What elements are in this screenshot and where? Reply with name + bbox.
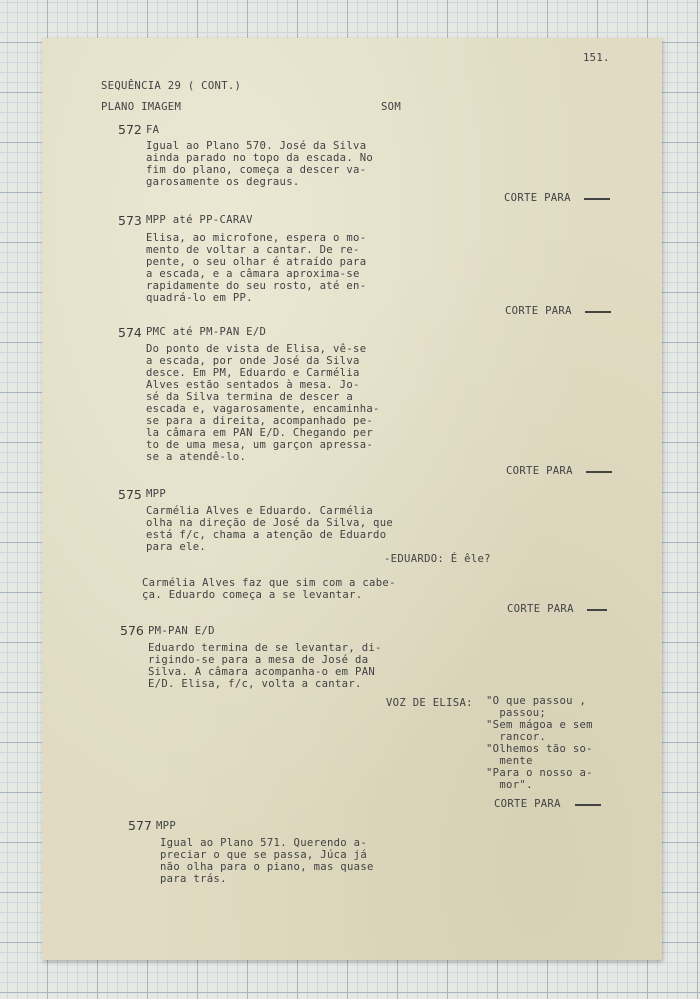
shot-line: ça. Eduardo começa a se levantar. bbox=[142, 589, 363, 601]
shot-line: Eduardo termina de se levantar, di- bbox=[148, 642, 382, 654]
lyric-line: mente bbox=[486, 755, 533, 767]
shot-type: MPP bbox=[146, 488, 167, 500]
sequence-heading: SEQUÊNCIA 29 ( CONT.) bbox=[101, 80, 242, 92]
shot-number: 572 bbox=[118, 122, 142, 137]
shot-number: 576 bbox=[120, 623, 144, 638]
shot-line: to de uma mesa, um garçon apressa- bbox=[146, 439, 374, 451]
shot-line: Do ponto de vista de Elisa, vê-se bbox=[146, 343, 367, 355]
shot-line: preciar o que se passa, Júca já bbox=[160, 849, 368, 861]
shot-line: a escada, e a câmara aproxima-se bbox=[146, 268, 360, 280]
column-header-som: SOM bbox=[381, 101, 402, 113]
shot-line: fim do plano, começa a descer va- bbox=[146, 164, 367, 176]
transition-arrow bbox=[575, 804, 601, 806]
shot-type: MPP bbox=[156, 820, 177, 832]
lyric-line: "Sem mágoa e sem bbox=[486, 719, 593, 731]
shot-type: PMC até PM-PAN E/D bbox=[146, 326, 267, 338]
shot-line: Igual ao Plano 570. José da Silva bbox=[146, 140, 367, 152]
lyric-line: "O que passou , bbox=[486, 695, 587, 707]
shot-line: rapidamente do seu rosto, até en- bbox=[146, 280, 367, 292]
lyric-line: passou; bbox=[486, 707, 547, 719]
transition-arrow bbox=[587, 609, 607, 611]
shot-line: escada e, vagarosamente, encaminha- bbox=[146, 403, 380, 415]
shot-line: Carmélia Alves faz que sim com a cabe- bbox=[142, 577, 396, 589]
shot-line: Carmélia Alves e Eduardo. Carmélia bbox=[146, 505, 374, 517]
shot-line: sé da Silva termina de descer a bbox=[146, 391, 354, 403]
transition: CORTE PARA bbox=[507, 603, 574, 615]
transition: CORTE PARA bbox=[505, 305, 572, 317]
transition-arrow bbox=[585, 311, 611, 313]
voice-label: VOZ DE ELISA: bbox=[386, 697, 473, 709]
column-header-plano: PLANO IMAGEM bbox=[101, 101, 182, 113]
transition-arrow bbox=[584, 198, 610, 200]
shot-line: la câmara em PAN E/D. Chegando per bbox=[146, 427, 374, 439]
shot-line: garosamente os degraus. bbox=[146, 176, 300, 188]
shot-line: para ele. bbox=[146, 541, 207, 553]
lyric-line: "Para o nosso a- bbox=[486, 767, 593, 779]
shot-line: olha na direção de José da Silva, que bbox=[146, 517, 394, 529]
shot-type: MPP até PP-CARAV bbox=[146, 214, 253, 226]
shot-line: não olha para o piano, mas quase bbox=[160, 861, 374, 873]
shot-line: Elisa, ao microfone, espera o mo- bbox=[146, 232, 367, 244]
shot-line: desce. Em PM, Eduardo e Carmélia bbox=[146, 367, 360, 379]
shot-line: rigindo-se para a mesa de José da bbox=[148, 654, 369, 666]
dialogue: -EDUARDO: É êle? bbox=[384, 553, 491, 565]
shot-line: quadrá-lo em PP. bbox=[146, 292, 253, 304]
lyric-line: rancor. bbox=[486, 731, 547, 743]
shot-line: a escada, por onde José da Silva bbox=[146, 355, 360, 367]
transition: CORTE PARA bbox=[504, 192, 571, 204]
page-number: 151. bbox=[583, 52, 610, 64]
lyric-line: mor". bbox=[486, 779, 533, 791]
transition: CORTE PARA bbox=[494, 798, 561, 810]
shot-line: Alves estão sentados à mesa. Jo- bbox=[146, 379, 360, 391]
shot-line: Silva. A câmara acompanha-o em PAN bbox=[148, 666, 376, 678]
shot-line: se a atendê-lo. bbox=[146, 451, 247, 463]
shot-line: E/D. Elisa, f/c, volta a cantar. bbox=[148, 678, 362, 690]
shot-number: 575 bbox=[118, 487, 142, 502]
shot-number: 574 bbox=[118, 325, 142, 340]
shot-line: está f/c, chama a atenção de Eduardo bbox=[146, 529, 387, 541]
shot-line: mento de voltar a cantar. De re- bbox=[146, 244, 360, 256]
lyric-line: "Olhemos tão so- bbox=[486, 743, 593, 755]
shot-line: pente, o seu olhar é atraído para bbox=[146, 256, 367, 268]
shot-line: Igual ao Plano 571. Querendo a- bbox=[160, 837, 368, 849]
shot-number: 577 bbox=[128, 818, 152, 833]
shot-line: para trás. bbox=[160, 873, 227, 885]
shot-number: 573 bbox=[118, 213, 142, 228]
shot-type: FA bbox=[146, 124, 160, 136]
shot-line: se para a direita, acompanhado pe- bbox=[146, 415, 374, 427]
transition: CORTE PARA bbox=[506, 465, 573, 477]
transition-arrow bbox=[586, 471, 612, 473]
shot-type: PM-PAN E/D bbox=[148, 625, 215, 637]
shot-line: ainda parado no topo da escada. No bbox=[146, 152, 374, 164]
